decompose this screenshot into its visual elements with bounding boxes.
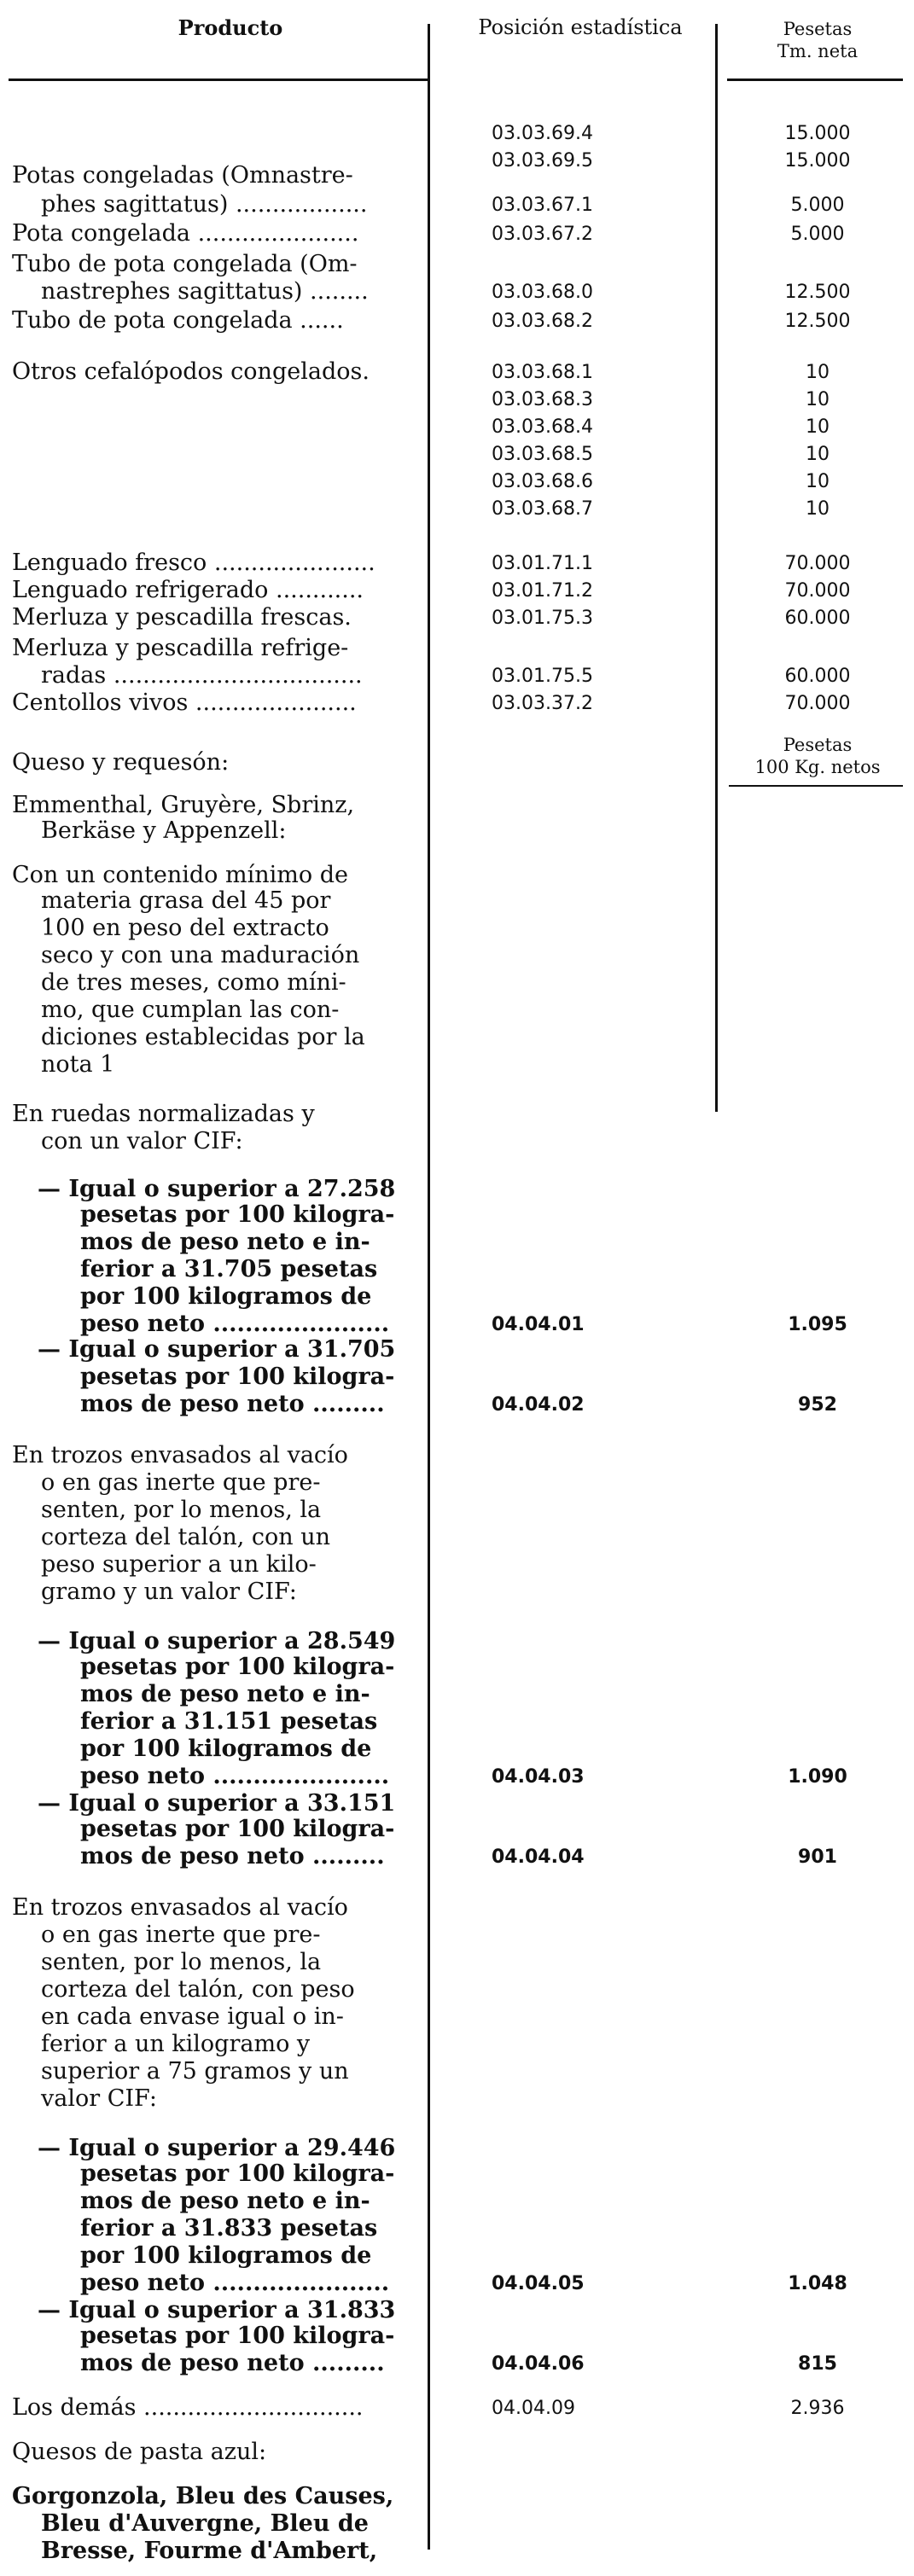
product-text: pesetas por 100 kilogra- xyxy=(80,2160,395,2187)
statistical-position: 04.04.09 xyxy=(492,2398,575,2419)
table-row xyxy=(0,749,914,778)
statistical-position: 03.03.68.3 xyxy=(492,389,593,410)
product-text: mos de peso neto e in- xyxy=(80,1229,370,1255)
product-text: ferior a un kilogramo y xyxy=(41,2031,311,2057)
table-row xyxy=(0,1922,914,1951)
product-text: peso neto ...................... xyxy=(80,1311,390,1337)
table-row xyxy=(0,278,914,307)
table-row xyxy=(0,2350,914,2379)
table-row xyxy=(0,413,914,442)
product-text: — Igual o superior a 31.833 xyxy=(38,2297,396,2323)
header-value-line1: Pesetas xyxy=(783,19,853,39)
table-row xyxy=(0,1976,914,2005)
table-row xyxy=(0,386,914,415)
table-row xyxy=(0,1843,914,1872)
value-pesetas: 1.090 xyxy=(788,1766,847,1788)
statistical-position: 03.03.68.4 xyxy=(492,416,593,438)
value-pesetas: 952 xyxy=(798,1394,837,1416)
product-text: Bleu d'Auvergne, Bleu de xyxy=(41,2510,369,2537)
header-product: Producto xyxy=(178,15,283,40)
product-text: En ruedas normalizadas y xyxy=(12,1101,315,1127)
value-pesetas: 10 xyxy=(806,444,830,465)
table-row xyxy=(0,2031,914,2060)
statistical-position: 04.04.03 xyxy=(492,1766,585,1788)
statistical-position: 03.03.69.4 xyxy=(492,123,593,144)
statistical-position: 04.04.02 xyxy=(492,1394,585,1416)
product-text: Lenguado fresco ...................... xyxy=(12,550,375,576)
product-text: gramo y un valor CIF: xyxy=(41,1579,297,1605)
table-row xyxy=(0,635,914,664)
value-pesetas: 815 xyxy=(798,2353,837,2375)
value-pesetas: 1.048 xyxy=(788,2273,847,2294)
product-text: mos de peso neto ......... xyxy=(80,1843,385,1869)
product-text: por 100 kilogramos de xyxy=(80,1283,372,1310)
product-text: mo, que cumplan las con- xyxy=(41,997,340,1023)
header-rule-right xyxy=(727,79,903,81)
statistical-position: 03.03.68.0 xyxy=(492,282,593,303)
product-text: Bresse, Fourme d'Ambert, xyxy=(41,2538,378,2564)
table-row xyxy=(0,689,914,718)
table-row xyxy=(0,1654,914,1683)
product-text: Quesos de pasta azul: xyxy=(12,2439,267,2465)
product-text: En trozos envasados al vacío xyxy=(12,1442,348,1468)
subheader-rule xyxy=(729,785,903,787)
statistical-position: 03.01.71.2 xyxy=(492,580,593,602)
statistical-position: 03.03.67.2 xyxy=(492,224,593,245)
table-row xyxy=(0,1949,914,1978)
table-row xyxy=(0,2188,914,2217)
product-text: por 100 kilogramos de xyxy=(80,2242,372,2269)
header-position: Posición estadística xyxy=(478,15,683,39)
table-row xyxy=(0,1101,914,1130)
product-text: senten, por lo menos, la xyxy=(41,1497,322,1523)
table-row xyxy=(0,1256,914,1285)
table-row xyxy=(0,2085,914,2114)
table-row xyxy=(0,2058,914,2087)
product-text: o en gas inerte que pre- xyxy=(41,1469,321,1496)
table-row xyxy=(0,2270,914,2299)
table-row xyxy=(0,2483,914,2512)
table-row xyxy=(0,662,914,691)
value-pesetas: 2.936 xyxy=(790,2398,845,2419)
statistical-position: 03.03.68.2 xyxy=(492,311,593,332)
product-text: corteza del talón, con un xyxy=(41,1524,331,1550)
table-row xyxy=(0,1681,914,1710)
table-row xyxy=(0,2003,914,2032)
value-pesetas: 10 xyxy=(806,362,830,383)
statistical-position: 03.03.69.5 xyxy=(492,150,593,172)
value-pesetas: 60.000 xyxy=(784,608,851,629)
header-value-line2: Tm. neta xyxy=(777,41,859,61)
value-pesetas: 901 xyxy=(798,1846,837,1868)
product-text: 100 en peso del extracto xyxy=(41,915,329,941)
product-text: peso neto ...................... xyxy=(80,1763,390,1789)
value-pesetas: 10 xyxy=(806,498,830,520)
product-text: seco y con una maduración xyxy=(41,942,360,968)
product-text: de tres meses, como míni- xyxy=(41,969,346,996)
table-row xyxy=(0,1128,914,1157)
value-pesetas: 5.000 xyxy=(790,224,845,245)
table-row xyxy=(0,915,914,944)
value-pesetas: 12.500 xyxy=(784,282,851,303)
product-text: Con un contenido mínimo de xyxy=(12,862,348,888)
table-row xyxy=(0,1816,914,1845)
product-text: Merluza y pescadilla refrige- xyxy=(12,635,349,661)
table-row xyxy=(0,997,914,1026)
statistical-position: 03.03.67.1 xyxy=(492,195,593,216)
value-pesetas: 70.000 xyxy=(784,580,851,602)
product-text: Emmenthal, Gruyère, Sbrinz, xyxy=(12,792,355,818)
product-text: Otros cefalópodos congelados. xyxy=(12,358,370,385)
table-row xyxy=(0,191,914,220)
product-text: pesetas por 100 kilogra- xyxy=(80,2323,395,2349)
table-row xyxy=(0,887,914,916)
table-row xyxy=(0,2394,914,2423)
product-text: Merluza y pescadilla frescas. xyxy=(12,604,352,631)
product-text: Berkäse y Appenzell: xyxy=(41,817,287,844)
product-text: En trozos envasados al vacío xyxy=(12,1894,348,1921)
table-row xyxy=(0,1469,914,1498)
statistical-position: 03.01.75.5 xyxy=(492,666,593,687)
table-row xyxy=(0,1176,914,1205)
table-row xyxy=(0,550,914,579)
table-row xyxy=(0,1442,914,1471)
value-pesetas: 5.000 xyxy=(790,195,845,216)
table-row xyxy=(0,495,914,524)
table-row xyxy=(0,2242,914,2271)
product-text: pesetas por 100 kilogra- xyxy=(80,1654,395,1680)
subheader-line1: Pesetas xyxy=(783,735,853,755)
table-row xyxy=(0,1024,914,1053)
statistical-position: 03.01.75.3 xyxy=(492,608,593,629)
product-text: Pota congelada ...................... xyxy=(12,220,359,247)
table-row xyxy=(0,1894,914,1923)
product-text: Lenguado refrigerado ............ xyxy=(12,577,364,603)
statistical-position: 03.03.68.6 xyxy=(492,471,593,492)
value-pesetas: 70.000 xyxy=(784,553,851,574)
product-text: nota 1 xyxy=(41,1051,115,1078)
table-row xyxy=(0,1736,914,1765)
table-row xyxy=(0,1790,914,1819)
product-text: o en gas inerte que pre- xyxy=(41,1922,321,1948)
product-text: valor CIF: xyxy=(41,2085,157,2112)
table-row xyxy=(0,2323,914,2352)
table-row xyxy=(0,1201,914,1230)
table-row xyxy=(0,119,914,148)
value-pesetas: 12.500 xyxy=(784,311,851,332)
table-row xyxy=(0,251,914,280)
table-row xyxy=(0,220,914,249)
table-row xyxy=(0,468,914,497)
product-text: pesetas por 100 kilogra- xyxy=(80,1816,395,1842)
statistical-position: 04.04.05 xyxy=(492,2273,585,2294)
table-row xyxy=(0,1229,914,1258)
statistical-position: 04.04.01 xyxy=(492,1314,585,1335)
table-row xyxy=(0,2135,914,2164)
value-pesetas: 15.000 xyxy=(784,150,851,172)
product-text: — Igual o superior a 31.705 xyxy=(38,1336,396,1363)
product-text: corteza del talón, con peso xyxy=(41,1976,355,2003)
table-row xyxy=(0,1336,914,1365)
product-text: Tubo de pota congelada ...... xyxy=(12,307,344,334)
table-row xyxy=(0,1763,914,1792)
value-pesetas: 60.000 xyxy=(784,666,851,687)
product-text: ferior a 31.833 pesetas xyxy=(80,2215,378,2242)
product-text: peso neto ...................... xyxy=(80,2270,390,2296)
table-row xyxy=(0,1497,914,1526)
product-text: — Igual o superior a 29.446 xyxy=(38,2135,396,2161)
product-text: — Igual o superior a 28.549 xyxy=(38,1628,396,1654)
table-row xyxy=(0,2215,914,2244)
product-text: Queso y requesón: xyxy=(12,749,230,776)
product-text: Centollos vivos ...................... xyxy=(12,689,357,716)
table-row xyxy=(0,1391,914,1420)
product-text: en cada envase igual o in- xyxy=(41,2003,344,2030)
table-row xyxy=(0,2439,914,2468)
product-text: — Igual o superior a 27.258 xyxy=(38,1176,396,1202)
product-text: radas .................................. xyxy=(41,662,363,689)
table-row xyxy=(0,577,914,606)
product-text: pesetas por 100 kilogra- xyxy=(80,1201,395,1228)
product-text: Gorgonzola, Bleu des Causes, xyxy=(12,2483,394,2509)
product-text: mos de peso neto ......... xyxy=(80,2350,385,2376)
table-row xyxy=(0,969,914,998)
product-text: mos de peso neto e in- xyxy=(80,2188,370,2214)
table-row xyxy=(0,2538,914,2567)
table-row xyxy=(0,358,914,387)
statistical-position: 04.04.04 xyxy=(492,1846,585,1868)
product-text: superior a 75 gramos y un xyxy=(41,2058,349,2085)
table-row xyxy=(0,2510,914,2539)
statistical-position: 03.03.68.1 xyxy=(492,362,593,383)
product-text: Los demás .............................. xyxy=(12,2394,364,2421)
product-text: phes sagittatus) .................. xyxy=(41,191,368,218)
value-pesetas: 10 xyxy=(806,416,830,438)
product-text: mos de peso neto ......... xyxy=(80,1391,385,1417)
table-row xyxy=(0,1311,914,1340)
product-text: pesetas por 100 kilogra- xyxy=(80,1364,395,1390)
statistical-position: 03.03.37.2 xyxy=(492,693,593,714)
table-row xyxy=(0,817,914,846)
table-row xyxy=(0,862,914,891)
product-text: Tubo de pota congelada (Om- xyxy=(12,251,358,277)
statistical-position: 03.01.71.1 xyxy=(492,553,593,574)
subheader-line2: 100 Kg. netos xyxy=(754,757,881,777)
value-pesetas: 70.000 xyxy=(784,693,851,714)
table-row xyxy=(0,2297,914,2326)
table-row xyxy=(0,1364,914,1393)
table-row xyxy=(0,1708,914,1737)
table-row xyxy=(0,942,914,971)
statistical-position: 03.03.68.7 xyxy=(492,498,593,520)
product-text: ferior a 31.705 pesetas xyxy=(80,1256,378,1282)
header-rule-left xyxy=(9,79,428,81)
table-row xyxy=(0,2160,914,2189)
product-text: Potas congeladas (Omnastre- xyxy=(12,162,353,189)
table-row xyxy=(0,604,914,633)
table-row xyxy=(0,1524,914,1553)
product-text: materia grasa del 45 por xyxy=(41,887,331,914)
product-text: nastrephes sagittatus) ........ xyxy=(41,278,369,305)
statistical-position: 03.03.68.5 xyxy=(492,444,593,465)
table-row xyxy=(0,440,914,469)
table-row xyxy=(0,792,914,821)
product-text: por 100 kilogramos de xyxy=(80,1736,372,1762)
table-row xyxy=(0,1283,914,1312)
product-text: senten, por lo menos, la xyxy=(41,1949,322,1975)
value-pesetas: 15.000 xyxy=(784,123,851,144)
product-text: con un valor CIF: xyxy=(41,1128,243,1154)
product-text: mos de peso neto e in- xyxy=(80,1681,370,1707)
product-text: diciones establecidas por la xyxy=(41,1024,365,1050)
table-row xyxy=(0,1579,914,1608)
table-row xyxy=(0,307,914,336)
table-row xyxy=(0,162,914,191)
product-text: peso superior a un kilo- xyxy=(41,1551,317,1578)
statistical-position: 04.04.06 xyxy=(492,2353,585,2375)
product-text: ferior a 31.151 pesetas xyxy=(80,1708,378,1735)
table-row xyxy=(0,1551,914,1580)
value-pesetas: 10 xyxy=(806,471,830,492)
value-pesetas: 10 xyxy=(806,389,830,410)
product-text: — Igual o superior a 33.151 xyxy=(38,1790,396,1817)
value-pesetas: 1.095 xyxy=(788,1314,847,1335)
table-row xyxy=(0,1051,914,1080)
table-row xyxy=(0,1628,914,1657)
